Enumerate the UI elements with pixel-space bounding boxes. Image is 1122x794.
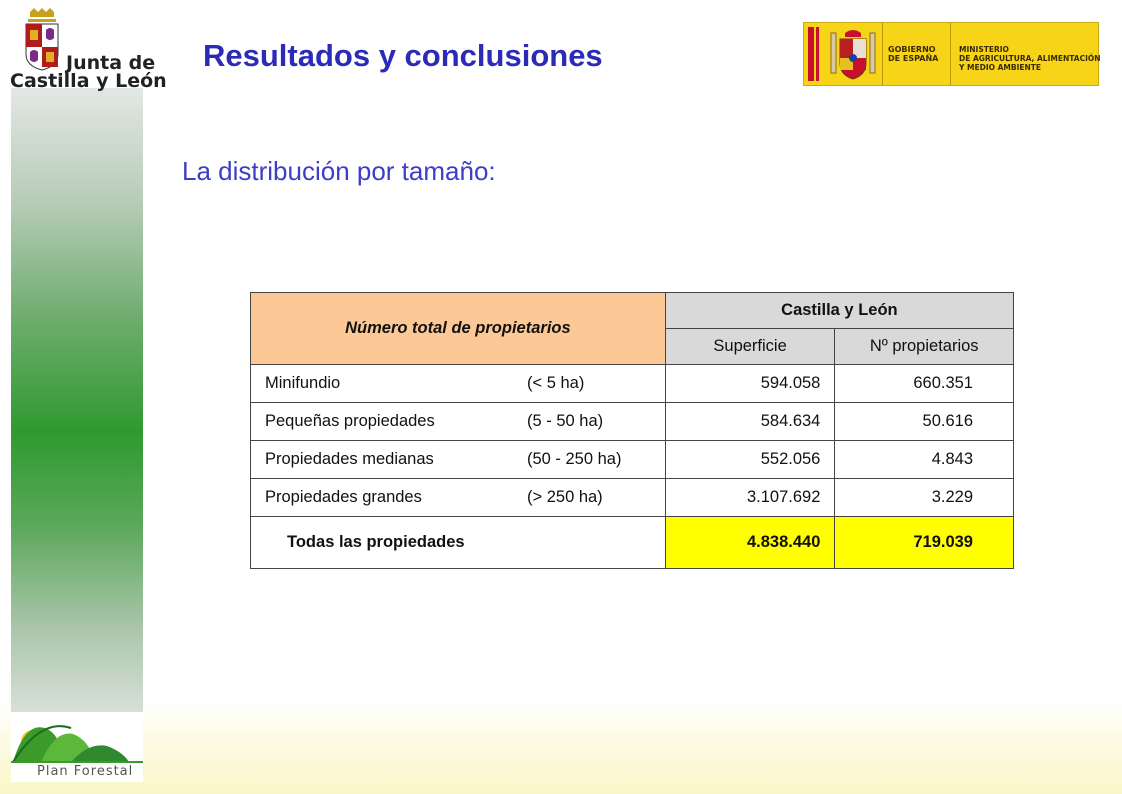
junta-castilla-leon-logo [8,8,167,92]
ministerio-text: MINISTERIO DE AGRICULTURA, ALIMENTACIÓN Y MEDIO AMBIENTE [959,45,1101,72]
page-subtitle: La distribución por tamaño: [182,156,496,186]
page-title: Resultados y conclusiones [203,38,603,73]
ownership-table [250,292,1014,569]
logo-line-castilla: Castilla y León [10,70,167,92]
category-cell [251,365,666,403]
area-cell: 584.634 [665,403,835,441]
plan-forestal-logo [11,712,143,782]
table-total-row [251,517,1014,569]
category-range: (< 5 ha) [527,374,585,392]
category-name: Propiedades medianas [265,450,434,468]
spain-coat-of-arms-icon [828,27,878,83]
table-row [251,403,1014,441]
flag-stripe [808,27,814,81]
category-cell [251,403,666,441]
logo-line-junta: Junta de [66,52,156,74]
area-cell: 594.058 [665,365,835,403]
table-row [251,479,1014,517]
table-row [251,441,1014,479]
total-area: 4.838.440 [665,517,835,569]
owners-cell: 50.616 [835,403,1014,441]
logo-divider [950,23,951,85]
column-header-owners: Nº propietarios [835,329,1014,365]
total-owners: 719.039 [835,517,1014,569]
owners-cell: 3.229 [835,479,1014,517]
category-cell [251,441,666,479]
plan-forestal-hills-icon [11,712,143,764]
category-cell [251,479,666,517]
logo-divider [882,23,883,85]
sidebar-gradient [11,88,143,712]
owners-cell: 4.843 [835,441,1014,479]
gobierno-espana-logo [803,22,1099,86]
category-range: (5 - 50 ha) [527,412,604,430]
plan-forestal-text: Plan Forestal [37,764,134,779]
total-label: Todas las propiedades [251,517,666,569]
category-range: (> 250 ha) [527,488,603,506]
category-name: Minifundio [265,374,341,392]
bottom-band [0,700,1122,794]
category-name: Propiedades grandes [265,488,422,506]
area-cell: 552.056 [665,441,835,479]
region-header: Castilla y León [665,293,1013,329]
owners-cell: 660.351 [835,365,1014,403]
gobierno-text: GOBIERNO DE ESPAÑA [888,45,939,63]
category-name: Pequeñas propiedades [265,412,435,430]
area-cell: 3.107.692 [665,479,835,517]
flag-stripe [816,27,819,81]
table-row [251,365,1014,403]
owners-header: Número total de propietarios [251,293,666,365]
table-header-row [251,293,1014,329]
category-range: (50 - 250 ha) [527,450,622,468]
column-header-area: Superficie [665,329,835,365]
